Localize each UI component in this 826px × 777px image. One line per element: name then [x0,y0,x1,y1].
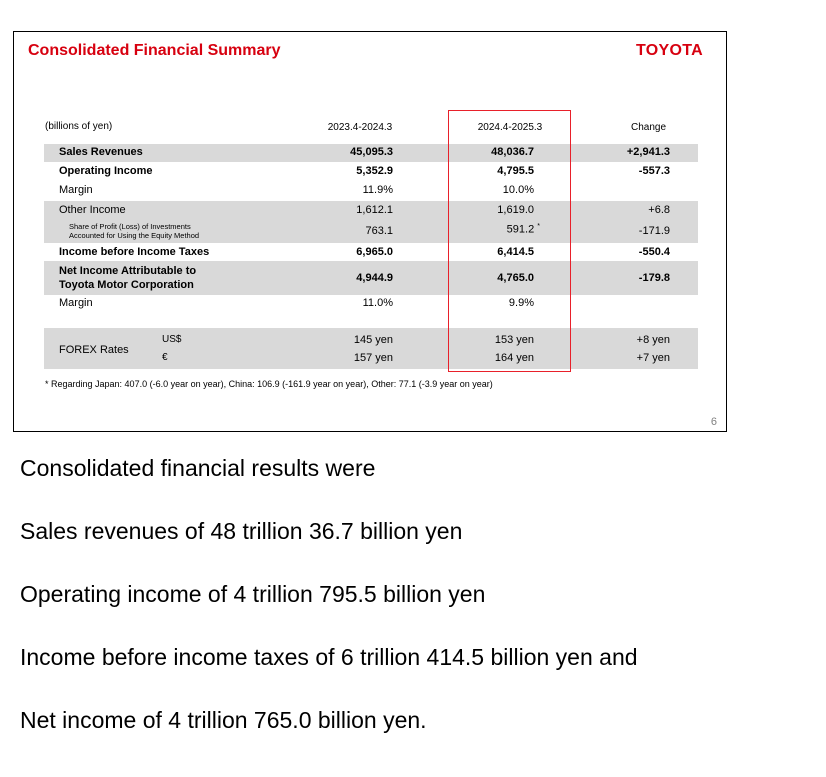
page-number: 6 [710,416,717,428]
net-curr: 4,765.0 [497,272,534,284]
row-label-before-tax: Income before Income Taxes [59,246,210,258]
narration-line-2: Sales revenues of 48 trillion 36.7 billion yen [20,518,463,544]
forex-usd-curr: 153 yen [494,334,534,346]
footnote: * Regarding Japan: 407.0 (-6.0 year on year), China: 106.9 (-161.9 year on year), Other: 77.1 (-3.9 year on year) [45,379,493,389]
current-year-highlight-frame [448,110,571,372]
narration-line-4: Income before income taxes of 6 trillion 414.5 billion yen and [20,644,638,670]
operating-prev: 5,352.9 [356,165,393,177]
forex-eur-prev: 157 yen [353,352,393,364]
row-label-forex: FOREX Rates [59,344,129,356]
before-tax-change: -550.4 [638,246,670,258]
row-label-other-income: Other Income [59,204,126,216]
forex-eur-curr: 164 yen [494,352,534,364]
row-label-share-of-profit [69,222,199,240]
net-change: -179.8 [638,272,670,284]
row-label-margin-1: Margin [59,184,93,196]
slide-title: Consolidated Financial Summary [28,42,281,59]
narration-line-5: Net income of 4 trillion 765.0 billion yen. [20,707,427,733]
forex-usd-prev: 145 yen [353,334,393,346]
column-header-prev: 2023.4-2024.3 [327,122,393,133]
row-label-margin-2: Margin [59,297,93,309]
operating-curr: 4,795.5 [497,165,534,177]
net-label-line-1: Net Income Attributable to [59,265,197,277]
share-curr: 591.2 [506,223,535,236]
forex-currency-eur: € [162,352,168,363]
forex-eur-change: +7 yen [636,352,670,364]
units-label: (billions of yen) [45,121,113,132]
operating-change: -557.3 [638,165,670,177]
share-prev: 763.1 [365,225,393,237]
net-label-line-2: Toyota Motor Corporation [59,279,194,291]
sales-curr: 48,036.7 [491,146,534,158]
narration-text [20,453,780,768]
margin1-prev: 11.9% [362,184,393,196]
sales-prev: 45,095.3 [350,146,393,158]
row-label-operating: Operating Income [59,165,153,177]
before-tax-curr: 6,414.5 [497,246,534,258]
column-header-curr: 2024.4-2025.3 [477,122,543,133]
margin2-prev: 11.0% [362,297,393,309]
margin2-curr: 9.9% [508,297,534,309]
share-label-line-1: Share of Profit (Loss) of Investments [69,222,191,231]
other-change: +6.8 [648,204,670,216]
row-label-sales: Sales Revenues [59,146,143,158]
column-header-change: Change [630,122,667,133]
forex-usd-change: +8 yen [636,334,670,346]
sales-change: +2,941.3 [626,146,670,158]
narration-line-1: Consolidated financial results were [20,455,376,481]
row-label-net-income [59,264,196,292]
net-prev: 4,944.9 [356,272,393,284]
share-label-line-2: Accounted for Using the Equity Method [69,231,200,240]
before-tax-prev: 6,965.0 [356,246,393,258]
share-change: -171.9 [638,225,670,237]
margin1-curr: 10.0% [502,184,534,196]
other-prev: 1,612.1 [356,204,393,216]
forex-currency-usd: US$ [162,334,182,345]
footnote-marker: * [537,223,540,230]
slide [13,31,727,432]
narration-line-3: Operating income of 4 trillion 795.5 billion yen [20,581,486,607]
brand-logo-text: TOYOTA [636,42,703,59]
other-curr: 1,619.0 [497,204,534,216]
